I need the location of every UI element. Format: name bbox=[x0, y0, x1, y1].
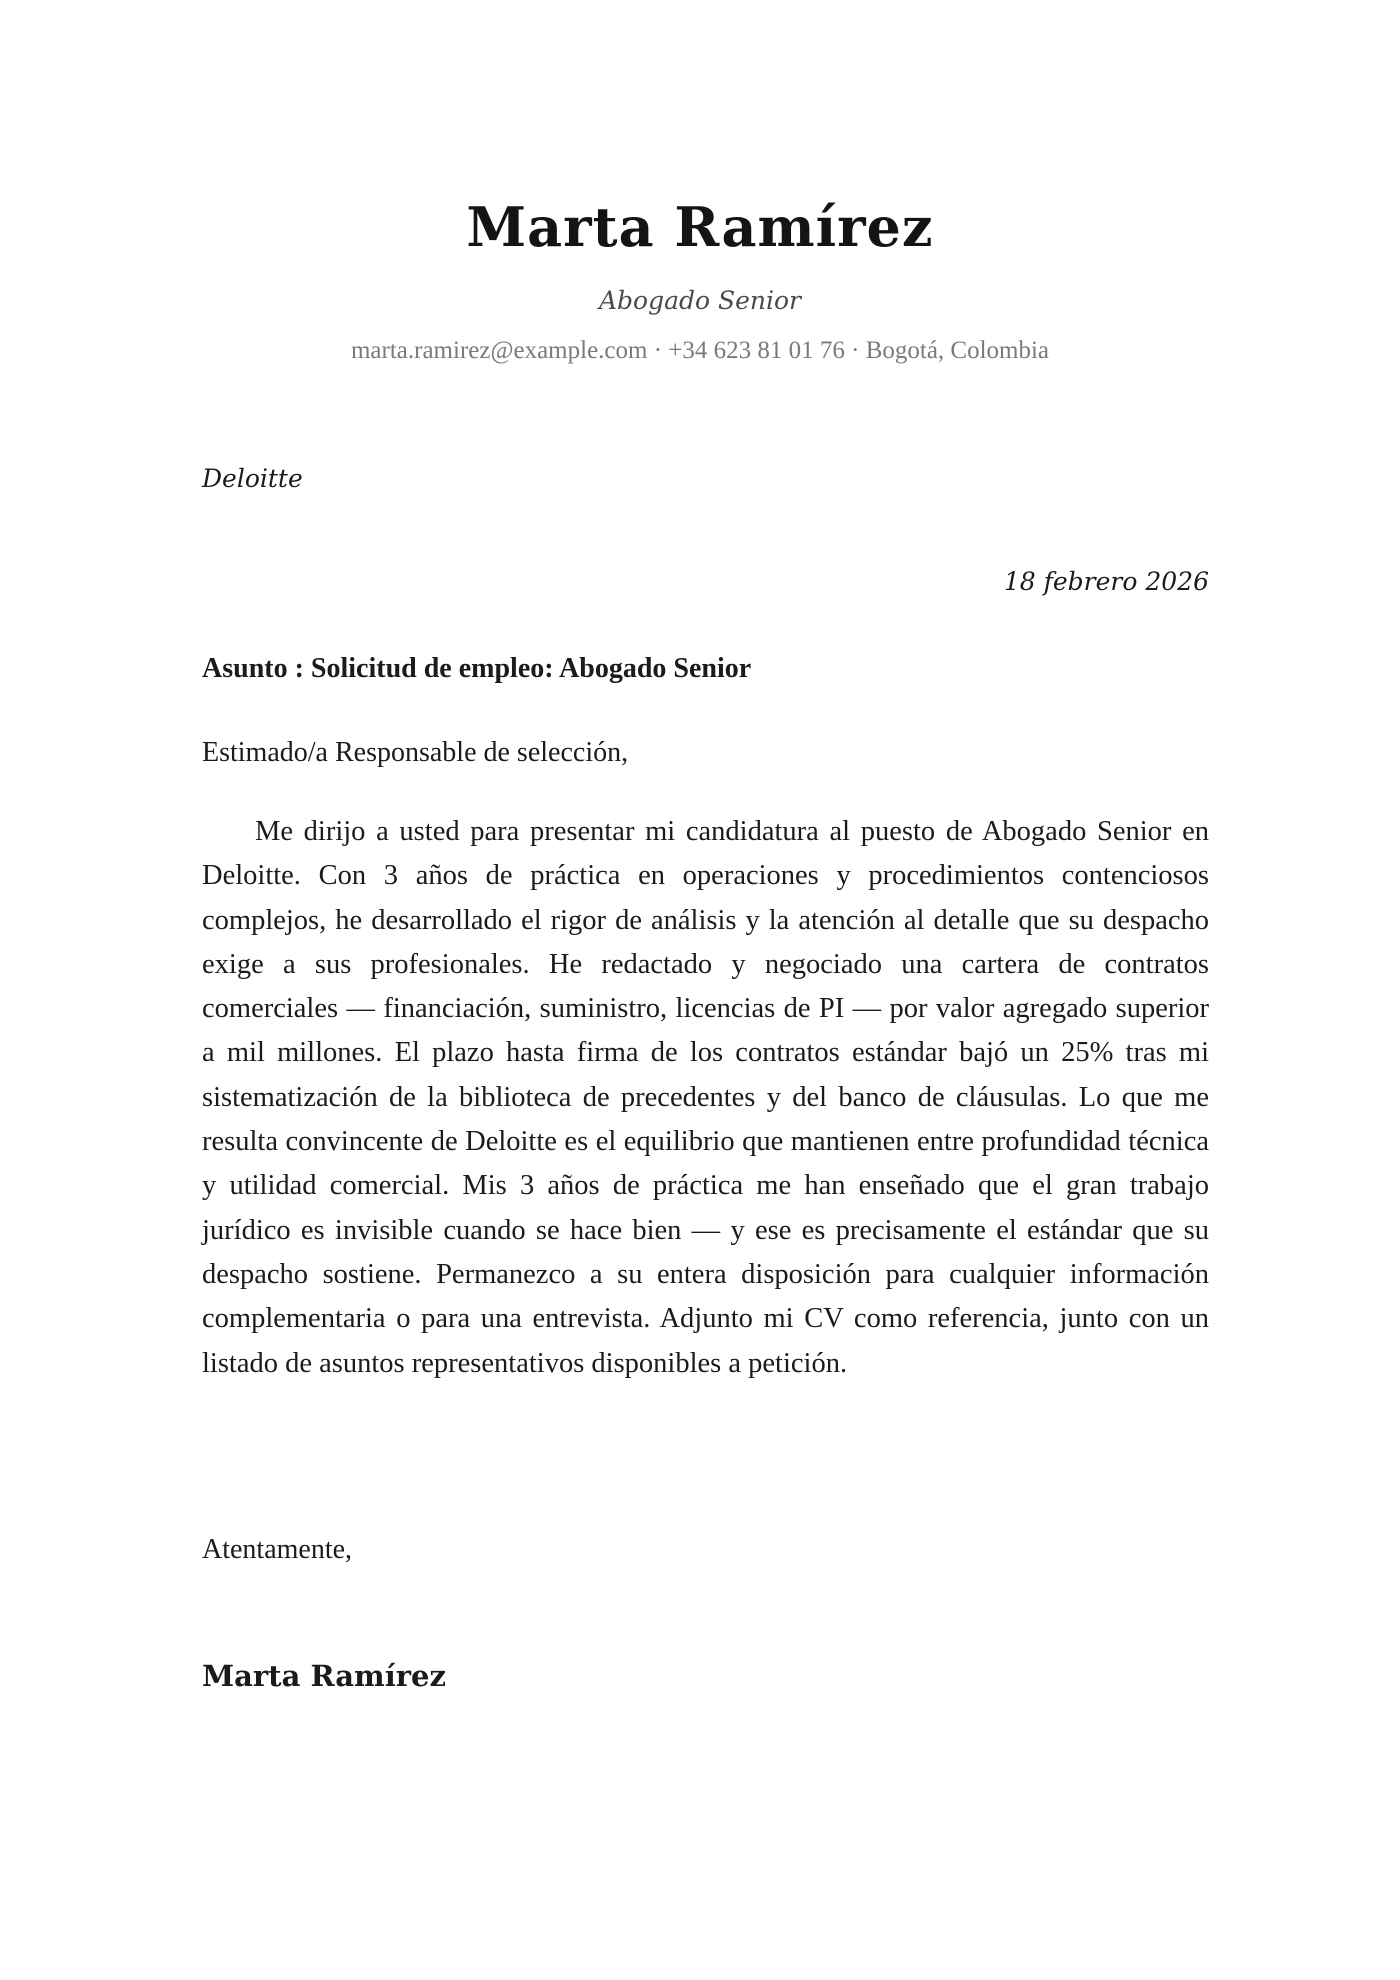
sender-contact-line: marta.ramirez@example.com · +34 623 81 01 76 · Bogotá, Colombia bbox=[350, 337, 1050, 364]
recipient-company: Deloitte bbox=[202, 464, 303, 493]
recipient-block bbox=[202, 460, 1209, 498]
letter-closing: Atentamente, bbox=[202, 1534, 353, 1565]
sender-role: Abogado Senior bbox=[598, 286, 802, 315]
letter-header bbox=[0, 190, 1400, 368]
letter-signature: Marta Ramírez bbox=[202, 1659, 446, 1693]
letter-subject: Asunto : Solicitud de empleo: Abogado Senior bbox=[202, 653, 752, 684]
letter-greeting: Estimado/a Responsable de selección, bbox=[202, 737, 629, 768]
sender-name: Marta Ramírez bbox=[466, 195, 934, 259]
letter-body-paragraph: Me dirijo a usted para presentar mi candidatura al puesto de Abogado Senior en Deloitte. Con 3 años de práctica en operaciones y procedimientos contenciosos complejos, he desarrollado el rigor de análisis y la atención al detalle que su despacho exige a sus profesionales. He redactado y negociado una cartera de contratos comerciales — financiación, suministro, licencias de PI — por valor agregado superior a mil millones. El plazo hasta firma de los contratos estándar bajó un 25% tras mi sistematización de la biblioteca de precedentes y del banco de cláusulas. Lo que me resulta convincente de Deloitte es el equilibrio que mantienen entre profundidad técnica y utilidad comercial. Mis 3 años de práctica me han enseñado que el gran trabajo jurídico es invisible cuando se hace bien — y ese es precisamente el estándar que su despacho sostiene. Permanezco a su entera disposición para cualquier información complementaria o para una entrevista. Adjunto mi CV como referencia, junto con un listado de asuntos representativos disponibles a petición. bbox=[202, 816, 1209, 1379]
letter-date: 18 febrero 2026 bbox=[1003, 567, 1209, 596]
